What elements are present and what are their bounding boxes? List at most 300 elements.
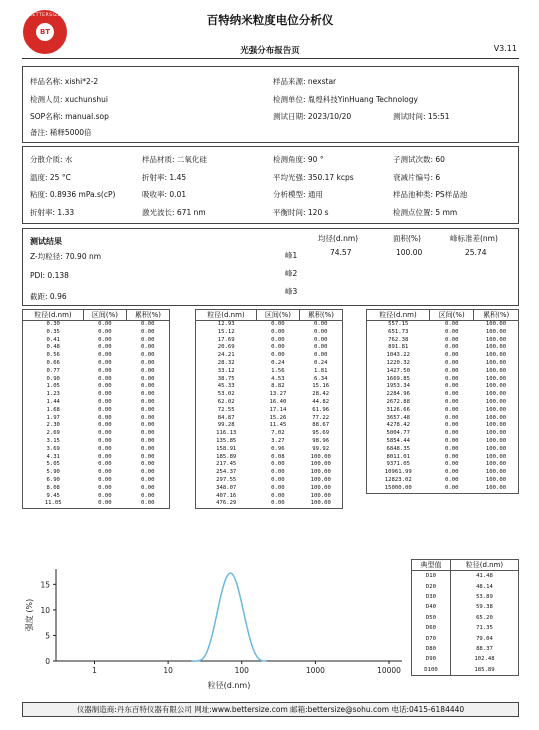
interval-cell: 17.14	[269, 406, 287, 413]
cumulative-cell: 0.00	[140, 484, 155, 491]
table-row	[196, 399, 343, 407]
size-cell: 84.87	[217, 414, 235, 421]
sample-source-value: nexstar	[307, 77, 337, 86]
cumulative-cell: 0.00	[313, 321, 328, 327]
table-row	[367, 368, 519, 376]
table-row	[23, 391, 170, 399]
cumulative-cell: 0.00	[140, 321, 155, 327]
interval-cell: 0.00	[98, 406, 112, 413]
cumulative-cell: 28.42	[312, 391, 330, 398]
y-tick-label: 10	[40, 605, 50, 615]
interval-cell: 0.00	[98, 336, 112, 343]
col-percentile-header: 典型值	[412, 560, 451, 571]
size-cell: 4278.42	[386, 422, 411, 429]
cumulative-cell: 0.00	[140, 476, 155, 483]
size-cell: 3.15	[46, 437, 60, 444]
cumulative-cell: 100.00	[310, 476, 331, 483]
tester-value: xuchunshui	[64, 95, 108, 104]
interval-cell: 0.00	[444, 414, 459, 421]
intensity-series-line	[191, 573, 266, 661]
table-row	[367, 376, 519, 384]
size-cell: 1.97	[46, 414, 60, 421]
table-row	[196, 415, 343, 423]
interval-cell: 0.00	[98, 391, 112, 398]
cumulative-cell: 15.16	[312, 383, 330, 390]
size-cell: 116.13	[216, 430, 237, 437]
interval-cell: 1.56	[271, 367, 285, 374]
col-size-header: 粒径(d.nm)	[450, 560, 518, 571]
size-cell: 1427.50	[386, 367, 411, 374]
param-absorption: 吸收率: 0.01	[142, 190, 187, 199]
table-row	[367, 438, 519, 446]
param-temperature: 温度: 25 °C	[30, 173, 71, 182]
tester-label: 检测人员:	[30, 95, 63, 104]
table-row	[196, 446, 343, 454]
header-divider	[22, 58, 519, 59]
interval-cell: 0.00	[271, 321, 285, 327]
interval-cell: 0.00	[271, 492, 285, 499]
cumulative-cell: 0.00	[140, 492, 155, 499]
percentile-cell: D30	[412, 592, 451, 602]
size-cell: 20.69	[217, 344, 235, 351]
table-row	[367, 415, 519, 423]
col-size-header: 粒径(d.nm)	[196, 310, 257, 321]
interval-cell: 0.00	[98, 430, 112, 437]
table-row	[23, 352, 170, 360]
table-row	[412, 654, 519, 664]
size-cell: 28.32	[217, 359, 235, 366]
note-label: 备注:	[30, 128, 48, 137]
time-label: 测试时间:	[393, 112, 426, 121]
table-row	[196, 430, 343, 438]
cumulative-cell: 100.00	[485, 476, 507, 483]
results-heading: 测试结果	[30, 237, 62, 246]
param-attenuator: 衰减片编号: 6	[393, 173, 441, 182]
report-title: 百特纳米粒度电位分析仪	[206, 13, 334, 27]
interval-cell: 0.00	[444, 344, 459, 351]
param-angle: 检测角度: 90 °	[273, 155, 324, 164]
x-tick-label: 1	[92, 666, 97, 675]
size-cell: 1.68	[46, 406, 60, 413]
interval-cell: 0.08	[271, 453, 285, 460]
cumulative-cell: 100.00	[310, 492, 331, 499]
table-row	[412, 592, 519, 602]
peak-label: 峰3	[285, 287, 298, 296]
percentile-table	[411, 559, 519, 676]
size-cell: 135.85	[216, 437, 237, 444]
percentile-cell: D50	[412, 613, 451, 623]
cumulative-cell: 0.00	[140, 453, 155, 460]
interval-cell: 0.00	[444, 359, 459, 366]
param-medium: 分散介质: 水	[30, 155, 73, 164]
size-cell: 10961.99	[384, 469, 412, 476]
percentile-cell: D40	[412, 602, 451, 612]
org-field	[273, 94, 418, 105]
cumulative-cell: 100.00	[485, 367, 507, 374]
interval-cell: 0.00	[444, 367, 459, 374]
interval-cell: 11.45	[269, 422, 287, 429]
size-cell: 15000.00	[384, 484, 412, 491]
cumulative-cell: 0.00	[140, 344, 155, 351]
cumulative-cell: 0.00	[140, 469, 155, 476]
size-cell: 12823.02	[384, 476, 412, 483]
interval-cell: 0.00	[98, 359, 112, 366]
sop-value: manual.sop	[65, 112, 109, 121]
table-row	[196, 469, 343, 477]
table-row	[412, 581, 519, 591]
size-cell: 0.30	[46, 321, 60, 327]
cumulative-cell: 0.00	[140, 391, 155, 398]
table-row	[23, 360, 170, 368]
cumulative-cell: 100.00	[310, 484, 331, 491]
table-row	[412, 665, 519, 676]
interval-cell: 0.00	[98, 414, 112, 421]
table-row	[367, 446, 519, 454]
size-cell: 217.45	[216, 461, 237, 468]
x-axis-label: 粒径(d.nm)	[207, 681, 251, 690]
interval-cell: 0.00	[444, 422, 459, 429]
time-field	[393, 111, 450, 122]
x-tick-label: 1000	[305, 666, 325, 675]
size-cell: 1043.22	[386, 352, 411, 359]
cumulative-cell: 0.00	[140, 328, 155, 335]
table-row	[367, 329, 519, 337]
size-cell: 11.05	[44, 500, 62, 507]
peak-label: 峰1	[285, 251, 298, 260]
param-medium-ri: 折射率: 1.33	[30, 208, 75, 217]
cumulative-cell: 100.00	[485, 422, 507, 429]
size-cell: 348.07	[216, 484, 237, 491]
table-row	[367, 422, 519, 430]
interval-cell: 0.00	[271, 352, 285, 359]
interval-cell: 0.00	[444, 328, 459, 335]
pdi-value: PDI: 0.138	[30, 271, 69, 280]
cumulative-cell: 100.00	[310, 461, 331, 468]
size-cell: 891.81	[388, 344, 409, 351]
interval-cell: 0.00	[98, 375, 112, 382]
size-cell: 2284.96	[386, 391, 411, 398]
cumulative-cell: 0.00	[140, 414, 155, 421]
table-row	[412, 633, 519, 643]
size-cell: 6.90	[46, 476, 60, 483]
table-row	[23, 407, 170, 415]
cumulative-cell: 100.00	[485, 437, 507, 444]
size-cell: 5854.44	[386, 437, 411, 444]
interval-cell: 0.00	[444, 445, 459, 452]
table-row	[412, 571, 519, 582]
note-value: 稀释5000倍	[49, 128, 92, 137]
interval-cell: 0.00	[98, 461, 112, 468]
table-row	[23, 446, 170, 454]
cumulative-cell: 100.00	[485, 336, 507, 343]
interval-cell: 0.00	[98, 398, 112, 405]
cumulative-cell: 0.00	[140, 430, 155, 437]
percentile-cell: D90	[412, 654, 451, 664]
size-cell: 1.05	[46, 383, 60, 390]
size-cell: 5004.77	[386, 430, 411, 437]
cumulative-cell: 0.00	[140, 398, 155, 405]
size-cell: 2672.88	[386, 398, 411, 405]
table-row	[23, 469, 170, 477]
size-cell: 1669.85	[386, 375, 411, 382]
interval-cell: 8.82	[271, 383, 285, 390]
table-row	[196, 391, 343, 399]
cumulative-cell: 100.00	[485, 414, 507, 421]
table-row	[367, 352, 519, 360]
cumulative-cell: 99.92	[312, 445, 330, 452]
size-cell: 53.89	[450, 592, 518, 602]
cumulative-cell: 100.00	[485, 359, 507, 366]
tester-field	[30, 94, 108, 105]
table-row	[23, 383, 170, 391]
interval-cell: 0.00	[444, 375, 459, 382]
y-tick-label: 15	[40, 580, 50, 590]
col-interval-header: 区间(%)	[83, 310, 126, 321]
cumulative-cell: 0.00	[140, 336, 155, 343]
sop-field	[30, 111, 109, 122]
table-row	[196, 337, 343, 345]
size-cell: 102.48	[450, 654, 518, 664]
table-row	[367, 477, 519, 485]
x-tick-label: 100	[234, 666, 249, 675]
cumulative-cell: 100.00	[485, 328, 507, 335]
table-row	[196, 360, 343, 368]
size-cell: 557.15	[388, 321, 409, 327]
param-count-rate: 平均光强: 350.17 kcps	[273, 173, 354, 182]
interval-cell: 0.00	[444, 484, 459, 491]
size-cell: 3657.48	[386, 414, 411, 421]
size-cell: 71.35	[450, 623, 518, 633]
table-row	[367, 383, 519, 391]
cumulative-cell: 100.00	[485, 375, 507, 382]
interval-cell: 0.00	[98, 445, 112, 452]
interval-cell: 16.40	[269, 398, 287, 405]
size-cell: 3126.66	[386, 406, 411, 413]
size-cell: 99.28	[217, 422, 235, 429]
logo-text: BETTERSIZE	[28, 13, 62, 18]
table-row	[367, 407, 519, 415]
interval-cell: 0.00	[98, 352, 112, 359]
table-row	[196, 407, 343, 415]
interval-cell: 0.00	[98, 484, 112, 491]
size-cell: 41.48	[450, 571, 518, 582]
size-cell: 5.05	[46, 461, 60, 468]
cumulative-cell: 100.00	[310, 500, 331, 507]
sample-name-field	[30, 76, 98, 87]
interval-cell: 13.27	[269, 391, 287, 398]
cumulative-cell: 0.00	[140, 406, 155, 413]
table-row	[367, 454, 519, 462]
interval-cell: 0.00	[444, 321, 459, 327]
table-row	[367, 399, 519, 407]
col-interval-header: 区间(%)	[429, 310, 474, 321]
intensity-chart	[22, 559, 407, 693]
table-row	[367, 461, 519, 469]
interval-cell: 0.00	[271, 336, 285, 343]
interval-cell: 15.26	[269, 414, 287, 421]
cumulative-cell: 100.00	[485, 383, 507, 390]
table-row	[367, 485, 519, 493]
table-row	[367, 344, 519, 352]
size-cell: 476.29	[216, 500, 237, 507]
sample-source-field	[273, 76, 336, 87]
distribution-table-2	[195, 309, 343, 509]
param-refractive-index: 折射率: 1.45	[142, 173, 187, 182]
interval-cell: 0.00	[444, 406, 459, 413]
param-wavelength: 激光波长: 671 nm	[142, 208, 206, 217]
size-cell: 762.38	[388, 336, 409, 343]
size-cell: 1953.34	[386, 383, 411, 390]
x-tick-label: 10	[163, 666, 173, 675]
report-subtitle: 光强分布报告页	[240, 46, 300, 56]
table-row	[23, 422, 170, 430]
col-interval-header: 区间(%)	[256, 310, 299, 321]
table-row	[23, 477, 170, 485]
table-row	[23, 461, 170, 469]
footer-contact: 仪器制造商:丹东百特仪器有限公司 网址:www.bettersize.com 邮箱:bettersize@sohu.com 电话:0415-6184440	[22, 702, 519, 717]
cumulative-cell: 1.81	[313, 367, 328, 374]
cumulative-cell: 100.00	[485, 445, 507, 452]
percentile-cell: D20	[412, 581, 451, 591]
cumulative-cell: 100.00	[485, 352, 507, 359]
peak-mean: 74.57	[330, 248, 352, 257]
interval-cell: 0.00	[98, 367, 112, 374]
distribution-table-3	[366, 309, 519, 494]
cumulative-cell: 0.00	[140, 500, 155, 507]
percentile-cell: D60	[412, 623, 451, 633]
time-value: 15:51	[427, 112, 450, 121]
interval-cell: 0.00	[444, 383, 459, 390]
cumulative-cell: 100.00	[485, 344, 507, 351]
cumulative-cell: 0.00	[140, 437, 155, 444]
cumulative-cell: 0.00	[140, 375, 155, 382]
results-box	[22, 228, 519, 306]
col-cumulative-header: 累积(%)	[474, 310, 519, 321]
table-row	[196, 485, 343, 493]
sample-source-label: 样品来源:	[273, 77, 306, 86]
interval-cell: 0.00	[271, 328, 285, 335]
percentile-cell: D70	[412, 633, 451, 643]
size-cell: 15.12	[217, 328, 235, 335]
size-cell: 4.31	[46, 453, 60, 460]
size-cell: 48.14	[450, 581, 518, 591]
z-average: Z-均粒径: 70.90 nm	[30, 252, 102, 261]
peak-label: 峰2	[285, 269, 298, 278]
cumulative-cell: 0.00	[140, 352, 155, 359]
cumulative-cell: 100.00	[485, 484, 507, 491]
cumulative-cell: 0.00	[140, 445, 155, 452]
cumulative-cell: 0.00	[140, 367, 155, 374]
interval-cell: 0.00	[98, 469, 112, 476]
interval-cell: 0.00	[444, 476, 459, 483]
param-subtests: 子测试次数: 60	[393, 155, 445, 164]
cumulative-cell: 100.00	[485, 321, 507, 327]
interval-cell: 7.02	[271, 430, 285, 437]
table-row	[196, 438, 343, 446]
size-cell: 2.30	[46, 422, 60, 429]
interval-cell: 0.00	[271, 484, 285, 491]
cumulative-cell: 0.24	[313, 359, 328, 366]
cumulative-cell: 0.00	[140, 461, 155, 468]
table-row	[23, 368, 170, 376]
interval-cell: 0.00	[98, 453, 112, 460]
cumulative-cell: 0.00	[140, 383, 155, 390]
table-row	[196, 493, 343, 501]
cumulative-cell: 100.00	[485, 391, 507, 398]
cumulative-cell: 0.00	[313, 352, 328, 359]
table-row	[196, 500, 343, 508]
table-row	[196, 422, 343, 430]
size-cell: 79.04	[450, 633, 518, 643]
size-cell: 65.20	[450, 613, 518, 623]
size-cell: 17.69	[217, 336, 235, 343]
interval-cell: 0.00	[444, 437, 459, 444]
size-cell: 59.38	[450, 602, 518, 612]
col-mean-header: 均径(d.nm)	[318, 234, 359, 243]
sample-name-value: xishi*2-2	[64, 77, 99, 86]
interval-cell: 0.00	[98, 500, 112, 507]
interval-cell: 0.00	[98, 476, 112, 483]
size-cell: 12.93	[217, 321, 235, 327]
interval-cell: 0.00	[271, 461, 285, 468]
logo-mark: BT	[36, 23, 54, 41]
org-label: 检测单位:	[273, 95, 306, 104]
param-viscosity: 粘度: 0.8936 mPa.s(cP)	[30, 190, 116, 199]
cumulative-cell: 0.00	[313, 344, 328, 351]
size-cell: 185.89	[450, 665, 518, 676]
table-row	[23, 454, 170, 462]
size-cell: 2.69	[46, 430, 60, 437]
size-cell: 0.41	[46, 336, 60, 343]
table-row	[23, 493, 170, 501]
interval-cell: 0.00	[98, 383, 112, 390]
param-cell-type: 样品池种类: PS样品池	[393, 190, 468, 199]
size-cell: 1.44	[46, 398, 60, 405]
col-area-header: 面积(%)	[393, 234, 421, 243]
table-row	[367, 321, 519, 329]
size-cell: 8011.01	[386, 453, 411, 460]
interval-cell: 0.00	[444, 352, 459, 359]
size-cell: 254.37	[216, 469, 237, 476]
interval-cell: 0.00	[271, 344, 285, 351]
cumulative-cell: 100.00	[310, 469, 331, 476]
size-cell: 297.55	[216, 476, 237, 483]
table-row	[367, 360, 519, 368]
table-row	[23, 399, 170, 407]
table-row	[196, 376, 343, 384]
param-material: 样品材质: 二氧化硅	[142, 155, 207, 164]
size-cell: 185.89	[216, 453, 237, 460]
size-cell: 407.16	[216, 492, 237, 499]
table-row	[367, 337, 519, 345]
intercept-value: 截距: 0.96	[30, 292, 67, 301]
version-label: V3.11	[493, 44, 517, 53]
interval-cell: 0.00	[271, 469, 285, 476]
cumulative-cell: 98.96	[312, 437, 330, 444]
col-size-header: 粒径(d.nm)	[367, 310, 430, 321]
table-row	[23, 337, 170, 345]
table-row	[23, 321, 170, 329]
table-row	[23, 438, 170, 446]
table-row	[367, 391, 519, 399]
size-cell: 0.35	[46, 328, 60, 335]
cumulative-cell: 88.67	[312, 422, 330, 429]
interval-cell: 4.53	[271, 375, 285, 382]
table-row	[196, 321, 343, 329]
size-cell: 24.21	[217, 352, 235, 359]
interval-cell: 0.00	[98, 422, 112, 429]
table-row	[196, 344, 343, 352]
